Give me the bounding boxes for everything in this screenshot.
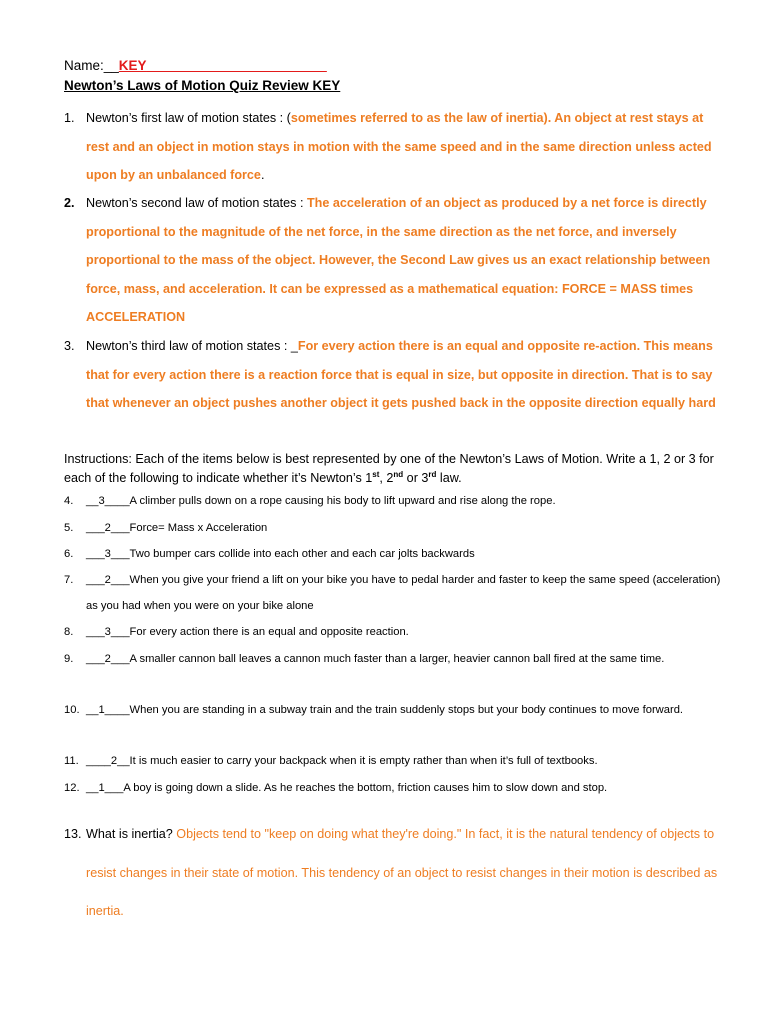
list-item: 7. ___2___When you give your friend a lift on your bike you have to pedal harder and faster to keep the same speed (acceleration) as you had when you were on your bike alone (64, 574, 721, 613)
list-item: 9. ___2___A smaller cannon ball leaves a cannon much faster than a larger, heavier cannon ball fired at the same time. (64, 653, 665, 665)
name-label: Name:__ (64, 58, 119, 73)
list-item: 6. ___3___Two bumper cars collide into each other and each car jolts backwards (64, 548, 475, 560)
question-prompt: What is inertia? (86, 827, 177, 841)
question-answer: For every action there is an equal and opposite re-action. This means that for every action there is a reaction force that is equal in size, but opposite in direction. That is to say that whenever an object pushes another object it gets pushed back in the opposite direction equally hard (86, 339, 716, 410)
question-number: 1. (64, 111, 75, 125)
question-prompt: Newton’s third law of motion states : _ (86, 339, 298, 353)
page-title: Newton’s Laws of Motion Quiz Review KEY (64, 78, 341, 93)
question-answer: Objects tend to "keep on doing what they're doing." In fact, it is the natural tendency of objects to resist changes in their state of motion. This tendency of an object to resist changes in their motion is described as inertia. (86, 827, 718, 918)
question-13 (64, 815, 736, 931)
question-answer: The acceleration of an object as produced by a net force is directly proportional to the magnitude of the net force, in the same direction as the net force, and inversely proportional to the mass of the object. However, the Second Law gives us an exact relationship between force, mass, and acceleration. It can be expressed as a mathematical equation: FORCE = MASS times ACCELERATION (86, 196, 711, 324)
question-number: 3. (64, 339, 75, 353)
question-2 (64, 189, 724, 332)
question-number: 13. (64, 827, 82, 841)
name-line (64, 58, 327, 73)
list-item: 10. __1____When you are standing in a subway train and the train suddenly stops but your body continues to move forward. (64, 704, 684, 716)
question-1 (64, 104, 724, 190)
list-item: 12. __1___A boy is going down a slide. As he reaches the bottom, friction causes him to slow down and stop. (64, 782, 608, 794)
question-3 (64, 332, 724, 418)
question-prompt: Newton’s second law of motion states : (86, 196, 307, 210)
list-item: 5. ___2___Force= Mass x Acceleration (64, 522, 268, 534)
name-key: KEY________________________ (118, 58, 327, 73)
list-item: 11. ____2__It is much easier to carry your backpack when it is empty rather than when it’s full of textbooks. (64, 755, 598, 767)
question-answer: sometimes referred to as the law of inertia). An object at rest stays at rest and an object in motion stays in motion with the same speed and in the same direction unless acted upon by an unbalanced force (86, 111, 712, 182)
list-item: 8. ___3___For every action there is an equal and opposite reaction. (64, 626, 409, 638)
list-item: 4. __3____A climber pulls down on a rope causing his body to lift upward and rise along the rope. (64, 495, 556, 507)
instructions-label: Instructions: (64, 452, 132, 466)
instructions: Instructions: Each of the items below is best represented by one of the Newton’s Laws of Motion. Write a 1, 2 or 3 for each of the following to indicate whether it’s Newton’s 1st, 2nd or 3rd law. (64, 452, 714, 485)
question-prompt: Newton’s first law of motion states : ( (86, 111, 291, 125)
question-number: 2. (64, 196, 75, 210)
question-tail: . (260, 168, 265, 182)
